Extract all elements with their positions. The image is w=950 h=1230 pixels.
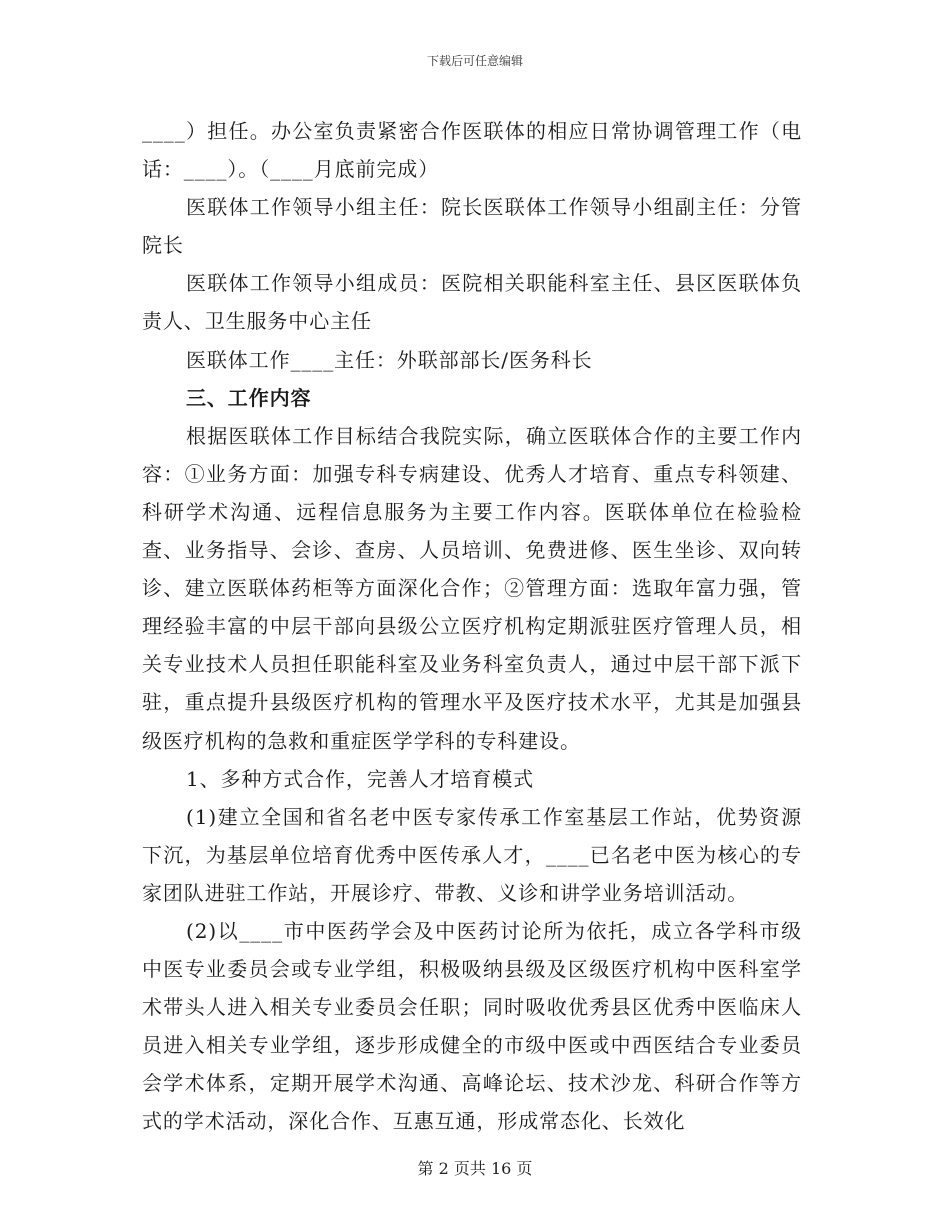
paragraph-work-content: 根据医联体工作目标结合我院实际，确立医联体合作的主要工作内容：①业务方面：加强专科专病建设、优秀人才培育、重点专科领建、科研学术沟通、远程信息服务为主要工作内容。医联体单位在检验检查、业务指导、会诊、查房、人员培训、免费进修、医生坐诊、双向转诊、建立医联体药柜等方面深化合作；②管理方面：选取年富力强，管理经验丰富的中层干部向县级公立医疗机构定期派驻医疗管理人员，相关专业技术人员担任职能科室及业务科室负责人，通过中层干部下派下驻，重点提升县级医疗机构的管理水平及医疗技术水平，尤其是加强县级医疗机构的急救和重症医学学科的专科建设。 — [142, 423, 802, 753]
section-heading-work-content: 三、工作内容 — [186, 385, 312, 410]
subheading-talent-cultivation: 1、多种方式合作，完善人才培育模式 — [186, 766, 535, 791]
paragraph-item-2: (2)以____市中医药学会及中医药讨论所为依托，成立各学科市级中医专业委员会或专业学组，积极吸纳县级及区级医疗机构中医科室学术带头人进入相关专业委员会任职；同时吸收优秀县区优秀中医临床人员进入相关专业学组，逐步形成健全的市级中医或中西医结合专业委员会学术体系，定期开展学术沟通、高峰论坛、技术沙龙、科研合作等方式的学术活动，深化合作、互惠互通，形成常态化、长效化 — [142, 918, 802, 1134]
page-footer: 第 2 页共 16 页 — [417, 1159, 533, 1178]
paragraph-office-duty: ____）担任。办公室负责紧密合作医联体的相应日常协调管理工作（电话：____）。（____月底前完成） — [142, 119, 802, 182]
paragraph-item-1: (1)建立全国和省名老中医专家传承工作室基层工作站，优势资源下沉，为基层单位培育优秀中医传承人才，____已名老中医为核心的专家团队进驻工作站，开展诊疗、带教、义诊和讲学业务培训活动。 — [142, 804, 802, 905]
document-body — [142, 112, 802, 1141]
paragraph-group-members: 医联体工作领导小组成员：医院相关职能科室主任、县区医联体负责人、卫生服务中心主任 — [142, 271, 802, 334]
paragraph-office-director: 医联体工作____主任：外联部部长/医务科长 — [186, 347, 593, 372]
page-header: 下载后可任意编辑 — [426, 54, 523, 68]
paragraph-group-leader: 医联体工作领导小组主任：院长医联体工作领导小组副主任：分管院长 — [142, 195, 802, 258]
